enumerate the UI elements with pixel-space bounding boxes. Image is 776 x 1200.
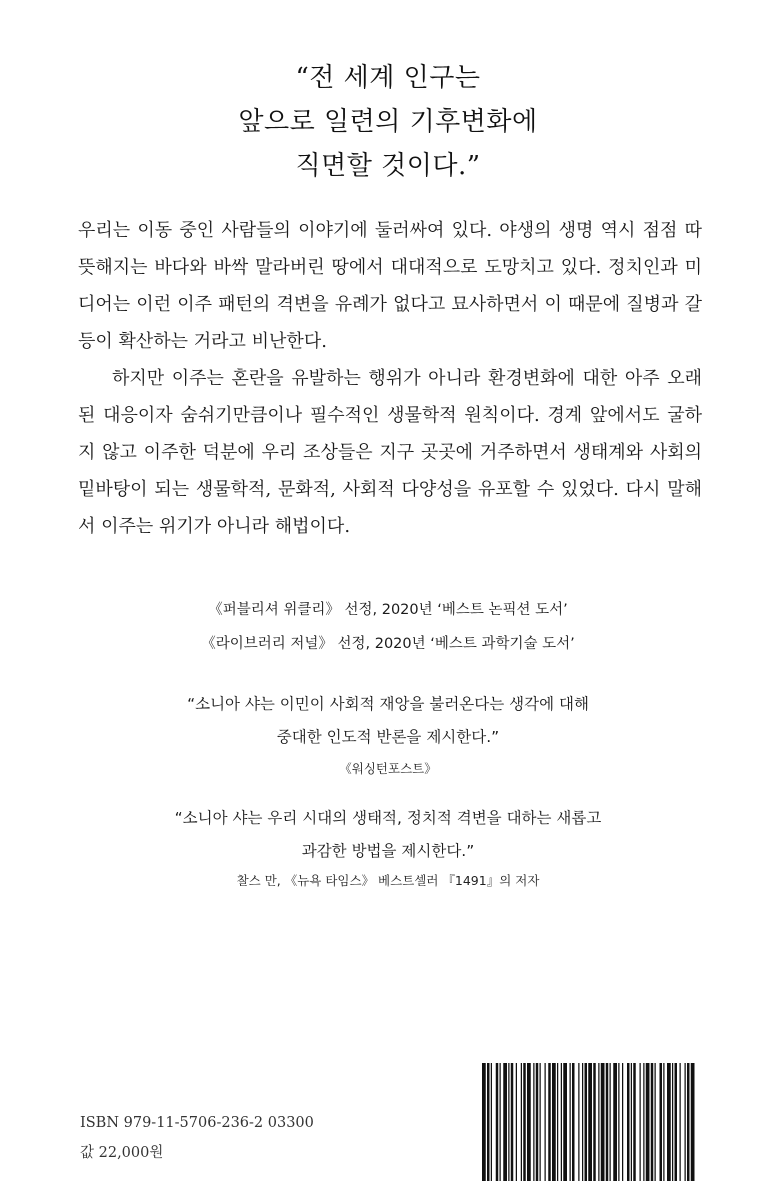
- isbn-text: ISBN 979-11-5706-236-2 03300: [80, 1115, 314, 1131]
- price-text: 값 22,000원: [80, 1145, 164, 1161]
- headline-line-1: “전 세계 인구는: [295, 63, 481, 93]
- blurb-1-source: 《워싱턴포스트》: [339, 761, 437, 776]
- blurb-1-line-1: “소니아 샤는 이민이 사회적 재앙을 불러온다는 생각에 대해: [187, 695, 589, 713]
- barcode-image: [478, 1063, 700, 1181]
- headline-line-2: 앞으로 일련의 기후변화에: [238, 107, 538, 137]
- synopsis-paragraph-2: 하지만 이주는 혼란을 유발하는 행위가 아니라 환경변화에 대한 아주 오래된 대응이자 숨쉬기만큼이나 필수적인 생물학적 원칙이다. 경계 앞에서도 굴하지 않고 이주한 덕분에 우리 조상들은 지구 곳곳에 거주하면서 생태계와 사회의 밑바탕이 되는 생물학적, 문화적, 사회적 다양성을 유포할 수 있었다. 다시 말해서 이주는 위기가 아니라 해법이다.: [78, 368, 702, 537]
- blurb-2-source: 찰스 만, 《뉴욕 타임스》 베스트셀러 『1491』의 저자: [236, 873, 540, 888]
- blurb-2-line-1: “소니아 샤는 우리 시대의 생태적, 정치적 격변을 대하는 새롭고: [174, 809, 602, 827]
- award-line-1: 《퍼블리셔 위클리》 선정, 2020년 ‘베스트 논픽션 도서’: [208, 602, 568, 618]
- award-line-2: 《라이브러리 저널》 선정, 2020년 ‘베스트 과학기술 도서’: [201, 636, 575, 652]
- synopsis: [78, 212, 702, 545]
- synopsis-paragraph-1: 우리는 이동 중인 사람들의 이야기에 둘러싸여 있다. 야생의 생명 역시 점점 따뜻해지는 바다와 바싹 말라버린 땅에서 대대적으로 도망치고 있다. 정치인과 미디어는 이런 이주 패턴의 격변을 유례가 없다고 묘사하면서 이 때문에 질병과 갈등이 확산하는 거라고 비난한다.: [78, 220, 702, 352]
- blurb-2-line-2: 과감한 방법을 제시한다.”: [301, 842, 475, 860]
- headline-quote: [0, 56, 776, 188]
- headline-line-3: 직면할 것이다.”: [295, 151, 481, 181]
- publication-info: [80, 1108, 314, 1168]
- blurb-1-line-2: 중대한 인도적 반론을 제시한다.”: [276, 728, 500, 746]
